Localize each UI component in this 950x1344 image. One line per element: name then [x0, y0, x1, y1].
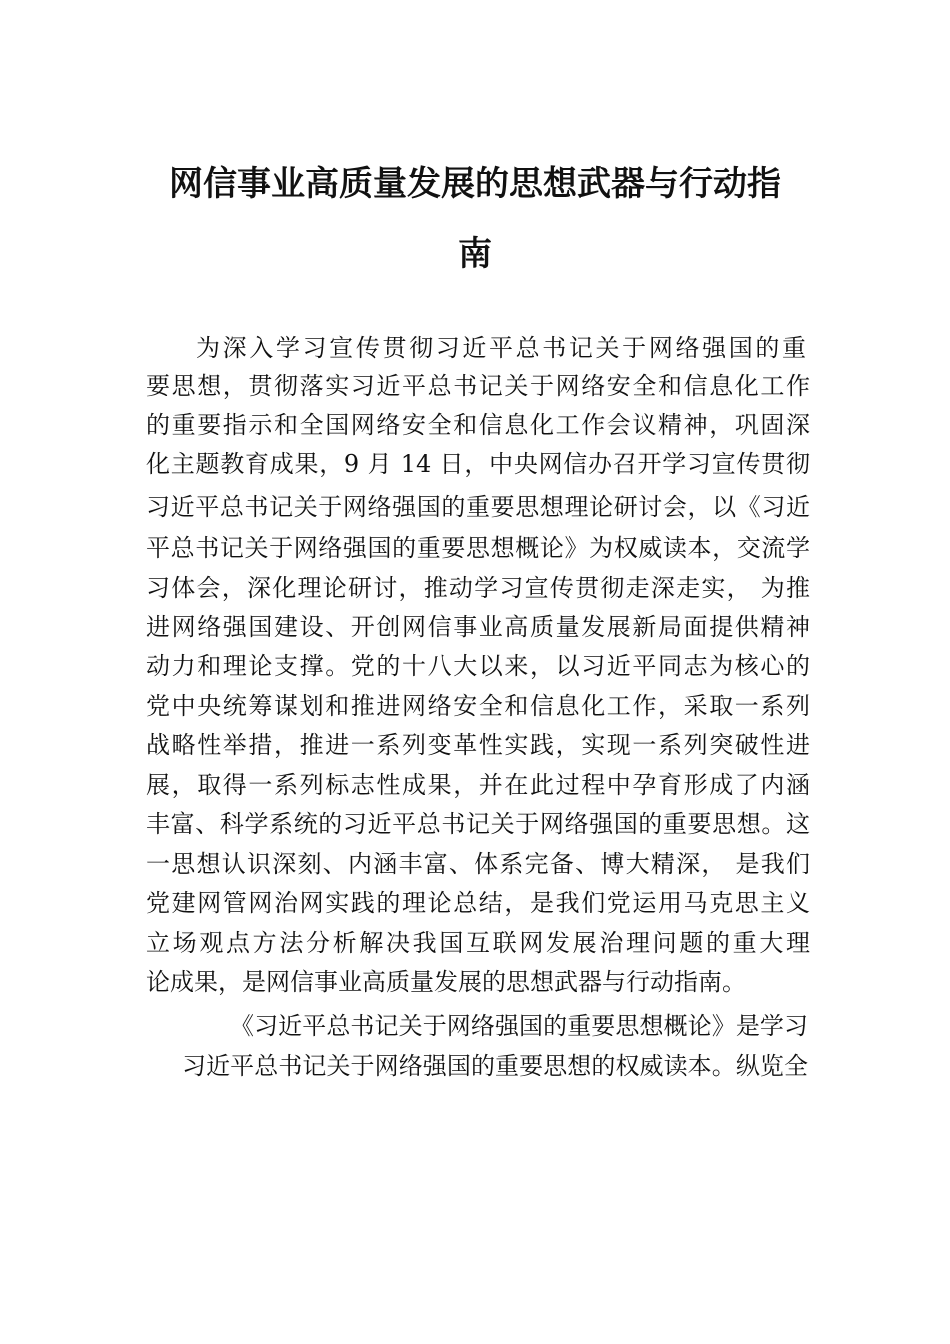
- paragraph-1-line: 论成果，是网信事业高质量发展的思想武器与行动指南。: [146, 968, 746, 996]
- paragraph-2-line: 习近平总书记关于网络强国的重要思想的权威读本。纵览全: [182, 1052, 808, 1080]
- paragraph-1-line: 平总书记关于网络强国的重要思想概论》为权威读本，交流学: [146, 534, 810, 562]
- paragraph-1-line: 化主题教育成果，9 月 14 日，中央网信办召开学习宣传贯彻: [146, 450, 810, 478]
- paragraph-1-line: 党中央统筹谋划和推进网络安全和信息化工作，采取一系列: [146, 692, 810, 720]
- paragraph-1-line: 动力和理论支撑。党的十八大以来，以习近平同志为核心的: [146, 652, 810, 680]
- paragraph-1-line: 要思想，贯彻落实习近平总书记关于网络安全和信息化工作: [146, 372, 810, 400]
- paragraph-1-line: 一思想认识深刻、内涵丰富、体系完备、博大精深， 是我们: [146, 850, 810, 878]
- document-title-line-2: 南: [458, 234, 492, 274]
- paragraph-1-line: 习体会，深化理论研讨，推动学习宣传贯彻走深走实， 为推: [146, 574, 810, 602]
- paragraph-1-line: 立场观点方法分析解决我国互联网发展治理问题的重大理: [146, 929, 810, 957]
- paragraph-1-line: 习近平总书记关于网络强国的重要思想理论研讨会，以《习近: [146, 493, 810, 521]
- paragraph-1-line: 党建网管网治网实践的理论总结，是我们党运用马克思主义: [146, 889, 810, 917]
- paragraph-1-line: 为深入学习宣传贯彻习近平总书记关于网络强国的重: [196, 334, 806, 362]
- document-title-line-1: 网信事业高质量发展的思想武器与行动指: [169, 164, 781, 204]
- paragraph-1-line: 丰富、科学系统的习近平总书记关于网络强国的重要思想。这: [146, 810, 810, 838]
- paragraph-1-line: 进网络强国建设、开创网信事业高质量发展新局面提供精神: [146, 613, 810, 641]
- paragraph-1-line: 战略性举措，推进一系列变革性实践，实现一系列突破性进: [146, 731, 810, 759]
- paragraph-1-line: 的重要指示和全国网络安全和信息化工作会议精神，巩固深: [146, 411, 810, 439]
- paragraph-1-line: 展，取得一系列标志性成果，并在此过程中孕育形成了内涵: [146, 771, 810, 799]
- paragraph-2-line: 《习近平总书记关于网络强国的重要思想概论》是学习: [230, 1012, 808, 1040]
